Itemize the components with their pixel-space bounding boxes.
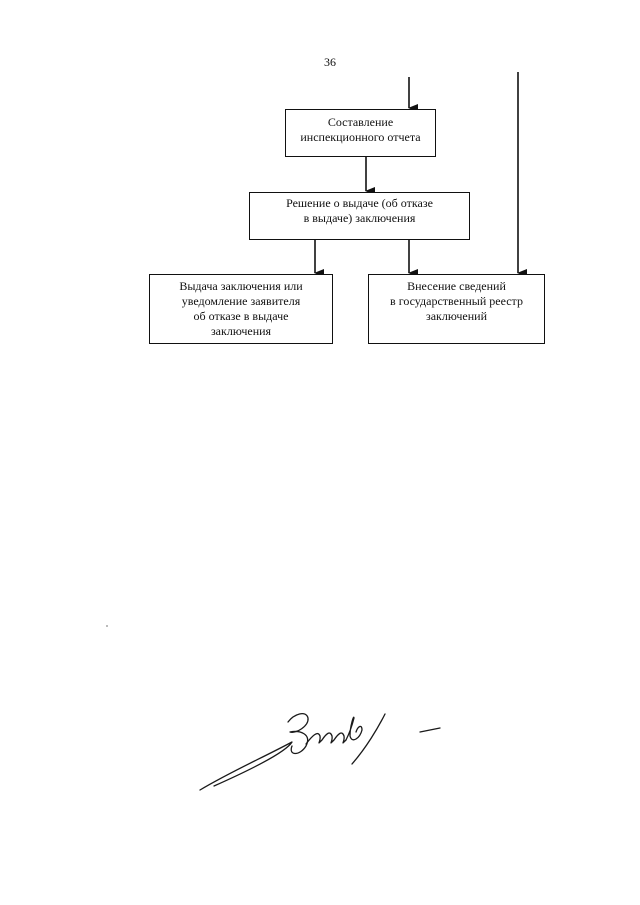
decision-box-line: Решение о выдаче (об отказе xyxy=(286,196,433,210)
issue-box-line: уведомление заявителя xyxy=(181,294,301,308)
issue-box-line: об отказе в выдаче xyxy=(193,309,289,323)
register-box-line: Внесение сведений xyxy=(407,279,506,293)
page-number: 36 xyxy=(324,55,336,69)
decision-box-line: в выдаче) заключения xyxy=(303,211,416,225)
register-box-line: в государственный реестр xyxy=(390,294,523,308)
issue-box-line: заключения xyxy=(210,324,272,338)
report-box-line: Составление xyxy=(327,115,394,129)
issue-box-line: Выдача заключения или xyxy=(179,279,303,293)
report-box-line: инспекционного отчета xyxy=(300,130,421,144)
register-box-line: заключений xyxy=(425,309,488,323)
